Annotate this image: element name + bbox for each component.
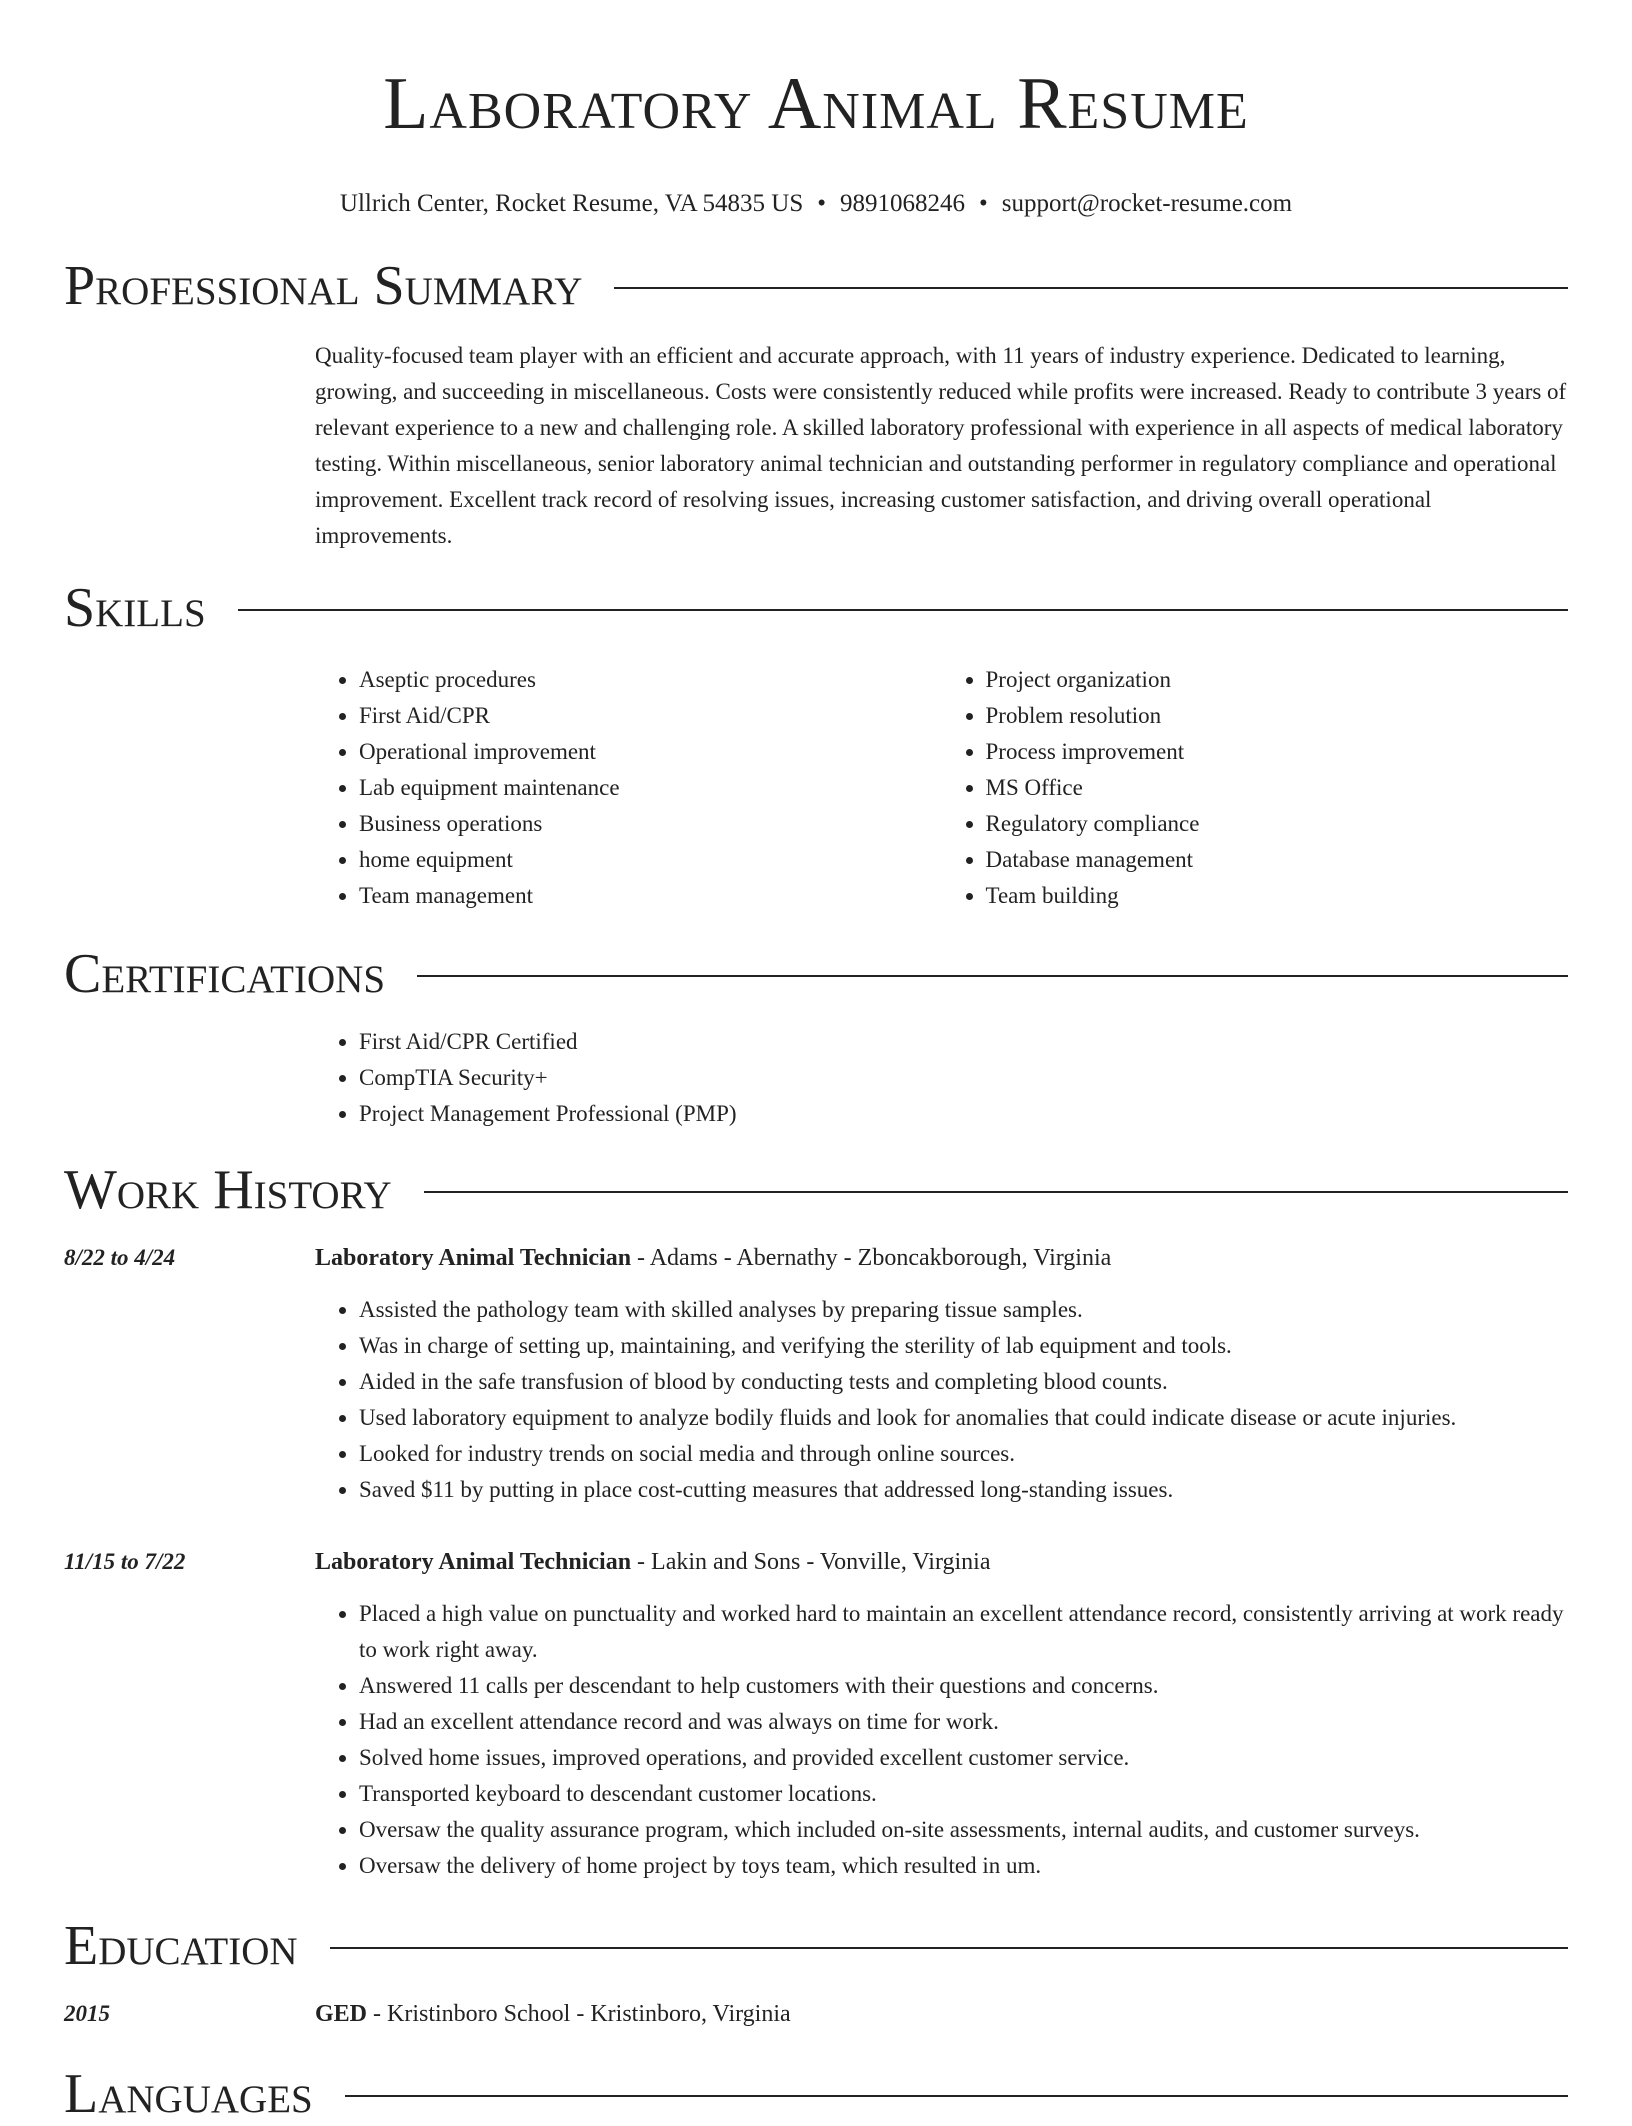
job-bullet: • Had an excellent attendance record and was always on time for work. [359,1704,1568,1740]
job-bullet: • Placed a high value on punctuality and worked hard to maintain an excellent attendance record, consistently arriving at work ready to work right away. [359,1596,1568,1668]
contact-separator: • [979,190,988,217]
contact-phone: 9891068246 [840,190,966,217]
certification-item: • Project Management Professional (PMP) [359,1096,1568,1132]
job-bullet: • Looked for industry trends on social media and through online sources. [359,1436,1568,1472]
education-line [315,1996,1568,2032]
skill-item: • Operational improvement [359,734,942,770]
contact-address: Ullrich Center, Rocket Resume, VA 54835 US [339,190,804,217]
languages-heading-text: Languages [64,2063,313,2125]
job-entry [64,1240,1568,1508]
certifications-heading [64,942,1568,1006]
resume-title: Laboratory Animal Resume [383,63,1249,145]
skill-item: • Process improvement [986,734,1569,770]
job-title-line [315,1240,1568,1276]
certification-item: • CompTIA Security+ [359,1060,1568,1096]
skills-heading [64,576,1568,640]
languages-heading [64,2062,1568,2126]
section-divider [417,975,1568,977]
job-entry [64,1544,1568,1884]
skill-item: • Lab equipment maintenance [359,770,942,806]
section-divider [424,1191,1568,1193]
skills-section [64,576,1568,914]
skill-item: • Business operations [359,806,942,842]
education-school: - Kristinboro School - Kristinboro, Virginia [367,2001,791,2027]
skill-item: • MS Office [986,770,1569,806]
resume-page [64,0,1568,2126]
job-employer: - Adams - Abernathy - Zboncakborough, Virginia [631,1245,1112,1271]
job-dates: 11/15 to 7/22 [64,1549,186,1574]
job-bullets [315,1596,1568,1884]
skill-item: • Problem resolution [986,698,1569,734]
summary-section [64,254,1568,554]
job-title-line [315,1544,1568,1580]
job-bullet: • Was in charge of setting up, maintaining, and verifying the sterility of lab equipment and tools. [359,1328,1568,1364]
work-history-section [64,1158,1568,1884]
education-degree: GED [315,2001,368,2027]
job-bullet: • Oversaw the delivery of home project by toys team, which resulted in um. [359,1848,1568,1884]
work-history-heading [64,1158,1568,1222]
summary-heading-text: Professional Summary [64,255,583,317]
summary-heading [64,254,1568,318]
languages-section [64,2062,1568,2126]
education-year: 2015 [64,2001,110,2026]
contact-line [64,188,1568,220]
certifications-section [64,942,1568,1132]
section-divider [330,1947,1568,1949]
skill-item: • Database management [986,842,1569,878]
education-heading [64,1914,1568,1978]
job-employer: - Lakin and Sons - Vonville, Virginia [631,1549,991,1575]
skill-item: • Aseptic procedures [359,662,942,698]
education-entry [64,1996,1568,2032]
job-bullet: • Answered 11 calls per descendant to help customers with their questions and concerns. [359,1668,1568,1704]
job-dates: 8/22 to 4/24 [64,1245,176,1270]
skills-heading-text: Skills [64,577,206,639]
job-bullet: • Oversaw the quality assurance program, which included on-site assessments, internal audits, and customer surveys. [359,1812,1568,1848]
skill-item: • home equipment [359,842,942,878]
education-body [315,1996,1568,2032]
skills-list-right [942,662,1569,914]
education-heading-text: Education [64,1915,298,1977]
job-bullet: • Used laboratory equipment to analyze bodily fluids and look for anomalies that could indicate disease or acute injuries. [359,1400,1568,1436]
job-body [315,1544,1568,1884]
summary-text: Quality-focused team player with an efficient and accurate approach, with 11 years of industry experience. Dedicated to learning, growing, and succeeding in miscellaneous. Costs were consistently reduced while profits were increased. Ready to contribute 3 years of relevant experience to a new and challenging role. A skilled laboratory professional with experience in all aspects of medical laboratory testing. Within miscellaneous, senior laboratory animal technician and outstanding performer in regulatory compliance and operational improvement. Excellent track record of resolving issues, increasing customer satisfaction, and driving overall operational improvements. [315,343,1567,548]
job-bullet: • Solved home issues, improved operations, and provided excellent customer service. [359,1740,1568,1776]
job-bullet: • Transported keyboard to descendant customer locations. [359,1776,1568,1812]
contact-email: support@rocket-resume.com [1001,190,1293,217]
job-bullet: • Aided in the safe transfusion of blood by conducting tests and completing blood counts. [359,1364,1568,1400]
job-title: Laboratory Animal Technician [315,1245,632,1271]
skill-item: • Project organization [986,662,1569,698]
certification-item: • First Aid/CPR Certified [359,1024,1568,1060]
education-section [64,1914,1568,2032]
work-history-heading-text: Work History [64,1159,392,1221]
skill-item: • First Aid/CPR [359,698,942,734]
section-divider [238,609,1568,611]
skill-item: • Team building [986,878,1569,914]
skill-item: • Regulatory compliance [986,806,1569,842]
certifications-heading-text: Certifications [64,943,386,1005]
job-title: Laboratory Animal Technician [315,1549,632,1575]
job-bullets [315,1292,1568,1508]
skills-list-left [315,662,942,914]
contact-separator: • [817,190,827,217]
section-divider [345,2095,1568,2097]
job-body [315,1240,1568,1508]
skills-grid [315,662,1568,914]
skill-item: • Team management [359,878,942,914]
job-bullet: • Assisted the pathology team with skilled analyses by preparing tissue samples. [359,1292,1568,1328]
certifications-list [315,1024,1568,1132]
section-divider [614,287,1568,289]
job-bullet: • Saved $11 by putting in place cost-cutting measures that addressed long-standing issues. [359,1472,1568,1508]
